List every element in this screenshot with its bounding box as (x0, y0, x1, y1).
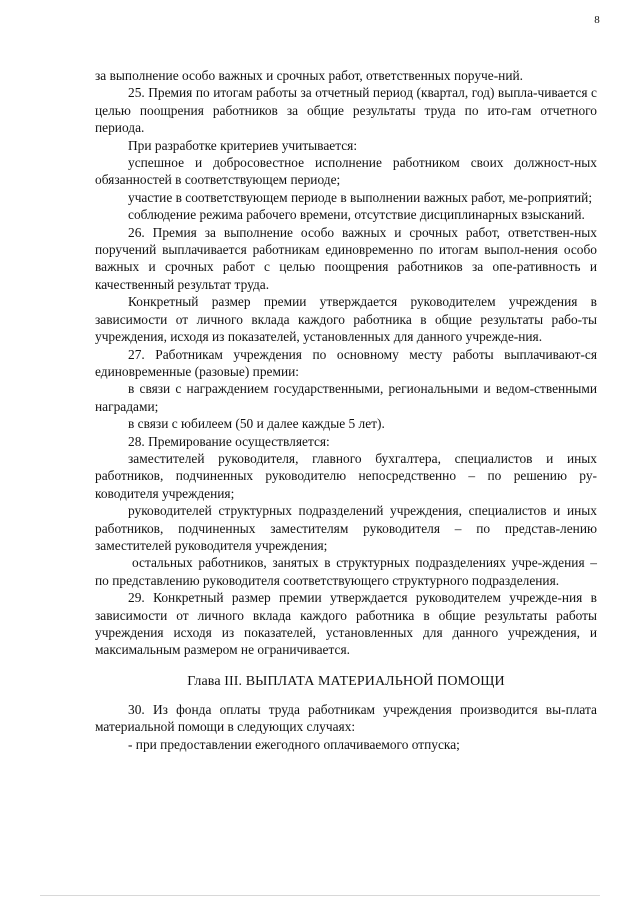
paragraph-29: 29. Конкретный размер премии утверждается руководителем учрежде-ния в зависимости от личного вклада каждого работника в общие результаты работы учреждения исходя из показателей, установленных для данного учреждения, и максимальным размером не ограничивается. (95, 590, 597, 658)
aid-item-vacation: - при предоставлении ежегодного оплачиваемого отпуска; (128, 736, 460, 752)
criteria-item-duties: успешное и добросовестное исполнение работником своих должност-ных обязанностей в соответствующем периоде; (95, 155, 597, 188)
paragraph-26: 26. Премия за выполнение особо важных и срочных работ, ответствен-ных поручений выплачивается работникам единовременно по итогам выпол-нения особо важных и срочных работ с целью поощрения работников за опе-ративность и качественный результат труда. (95, 224, 597, 292)
paragraph-25: 25. Премия по итогам работы за отчетный период (квартал, год) выпла-чивается с целью поощрения работников за общие результаты труда по ито-гам отчетного периода. (95, 85, 597, 136)
paragraph-28: 28. Премирование осуществляется: (128, 433, 330, 449)
bonus-rule-unit-heads: руководителей структурных подразделений учреждения, специалистов и иных работников, подчиненных заместителям руководителя – по представ-лению заместителей руководителя учреждения; (95, 503, 597, 553)
paragraph-continuation: за выполнение особо важных и срочных работ, ответственных поруче-ний. (95, 68, 524, 83)
document-body (95, 67, 597, 753)
paragraph-26-amount: Конкретный размер премии утверждается руководителем учреждения в зависимости от личного вклада каждого работника в общие результаты рабо-ты учреждения, исходя из показателей, установленных для данного учрежде-ния. (95, 294, 597, 345)
paragraph-30: 30. Из фонда оплаты труда работникам учреждения производится вы-плата материальной помощи в следующих случаях: (95, 701, 597, 735)
criteria-intro: При разработке критериев учитывается: (128, 137, 358, 153)
paragraph-27: 27. Работникам учреждения по основному месту работы выплачивают-ся единовременные (разовые) премии: (95, 346, 597, 379)
criteria-item-participation: участие в соответствующем периоде в выполнении важных работ, ме-роприятий; (128, 189, 593, 205)
scan-bottom-edge (40, 895, 600, 896)
page-number: 8 (594, 14, 600, 26)
criteria-item-discipline: соблюдение режима рабочего времени, отсутствие дисциплинарных взысканий. (128, 207, 585, 223)
bonus-item-awards: в связи с награждением государственными, региональными и ведом-ственными наградами; (95, 381, 597, 414)
bonus-item-jubilee: в связи с юбилеем (50 и далее каждые 5 лет). (128, 416, 385, 432)
chapter-heading: Глава III. ВЫПЛАТА МАТЕРИАЛЬНОЙ ПОМОЩИ (187, 673, 505, 689)
bonus-rule-deputies: заместителей руководителя, главного бухгалтера, специалистов и иных работников, подчиненных руководителю непосредственно – по решению ру-ководителя учреждения; (95, 450, 597, 501)
bonus-rule-others: остальных работников, занятых в структурных подразделениях учре-ждения – по представлению руководителя соответствующего структурного подразделения. (95, 555, 597, 588)
